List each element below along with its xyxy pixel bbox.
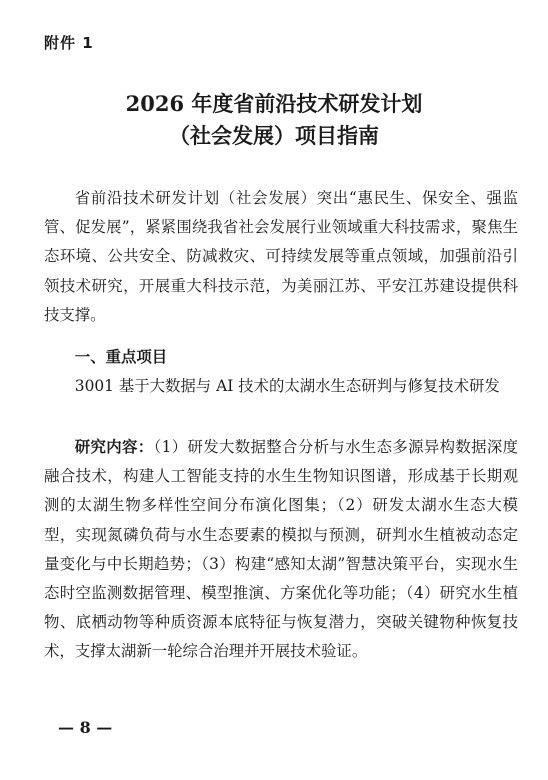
project-title: 3001 基于大数据与 AI 技术的太湖水生态研判与修复技术研发 xyxy=(74,377,500,395)
document-title-line2: （社会发展）项目指南 xyxy=(169,123,379,148)
page-number: — 8 — xyxy=(58,718,113,737)
document-title-line1: 2026 年度省前沿技术研发计划 xyxy=(125,91,423,116)
attachment-label: 附件 1 xyxy=(44,34,94,52)
intro-paragraph: 省前沿技术研发计划（社会发展）突出“惠民生、保安全、强监管、促发展”，紧紧围绕我省社会发展行业领域重大科技需求，聚焦生态环境、公共安全、防减救灾、可持续发展等重点领域，加强前沿引领技术研究，开展重大科技示范，为美丽江苏、平安江苏建设提供科技支撑。 xyxy=(44,189,518,324)
research-content-text: （1）研发大数据整合分析与水生态多源异构数据深度融合技术，构建人工智能支持的水生生物知识图谱，形成基于长期观测的太湖生物多样性空间分布演化图集；（2）研发太湖水生态大模型，实现氮磷负荷与水生态要素的模拟与预测，研判水生植被动态定量变化与中长期趋势；（3）构建“感知太湖”智慧决策平台，实现水生态时空监测数据管理、模型推演、方案优化等功能；（4）研究水生植物、底栖动物等种质资源本底特征与恢复潜力，突破关键物种恢复技术，支撑太湖新一轮综合治理并开展技术验证。 xyxy=(44,438,518,661)
section-heading: 一、重点项目 xyxy=(74,348,168,366)
research-content-paragraph xyxy=(44,433,518,667)
research-content-label: 研究内容： xyxy=(74,438,154,456)
